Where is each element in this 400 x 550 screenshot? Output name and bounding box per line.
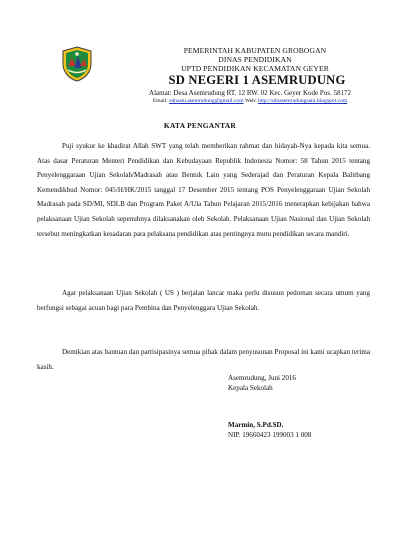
grobogan-emblem-icon (62, 46, 92, 82)
signature-name: Marmin, S.Pd.SD. (228, 421, 284, 429)
letterhead-office: UPTD PENDIDIKAN KECAMATAN GEYER (181, 64, 329, 73)
web-label: Web: (244, 98, 257, 104)
letterhead-department: DINAS PENDIDIKAN (218, 55, 292, 64)
contact-line (100, 98, 400, 104)
paragraph-intro: Puji syukur ke khadirat Allah SWT yang telah memberikan rahmat dan hidayah-Nya kepada kita semua. Atas dasar Peraturan Menteri Pendidikan dan Kebudayaan Republik Indonesia Nomor: 58 Tahun 2015 tentang Penyelenggaraan Ujian Sekolah/Madrasah atau Bentuk Lain yang Sederajad dan Peraturan Kepala Balitbang Kemendikbud Nomor: 045/H/HK/2015 tanggal 17 Desember 2015 tentang POS Penyelenggaraan Ujian Sekolah Madrasah pada SD/MI, SDLB dan Program Paket A/Ula Tahun Pelajaran 2015/2016 menerapkan kebijakan bahwa pelaksanaan Ujian Sekolah sepenuhnya dilaksanakan oleh Sekolah. Pelaksanaan Ujian Nasional dan Ujian Sekolah tersebut meningkatkan kesadaran para pelaksana pendidikan atas pentingnya mutu pendidikan secara mandiri. (37, 142, 370, 238)
signature-place-date: Asemrudung, Juni 2016 (228, 374, 296, 382)
email-label: Email: (152, 98, 168, 104)
school-name: SD NEGERI 1 ASEMRUDUNG (168, 73, 346, 87)
signature-nip: NIP. 19660423 199003 1 008 (228, 431, 312, 439)
web-link[interactable]: http://sdnasemrudungsatu.blogspot.com (257, 98, 348, 104)
document-title: KATA PENGANTAR (163, 121, 237, 130)
letterhead-government: PEMERINTAH KABUPATEN GROBOGAN (183, 46, 327, 55)
signature-role: Kepala Sekolah (228, 384, 273, 392)
school-address: Alamat: Desa Asemrudung RT. 12 RW. 02 Kec. Geyer Kode Pos. 58172 (149, 89, 351, 97)
paragraph-closing: Demikian atas bantuan dan partisipasinya semua pihak dalam penyusunan Proposal ini kami ucapkan terima kasih. (37, 348, 370, 371)
paragraph-purpose: Agar pelaksanaan Ujian Sekolah ( US ) berjalan lancar maka perlu disusun pedoman secara umum yang berfungsi sebagai acuan bagi para Pembina dan Penyelenggara Ujian Sekolah. (37, 289, 370, 312)
email-link[interactable]: sdnsatu.asemrudung@gmail.com (169, 98, 244, 104)
